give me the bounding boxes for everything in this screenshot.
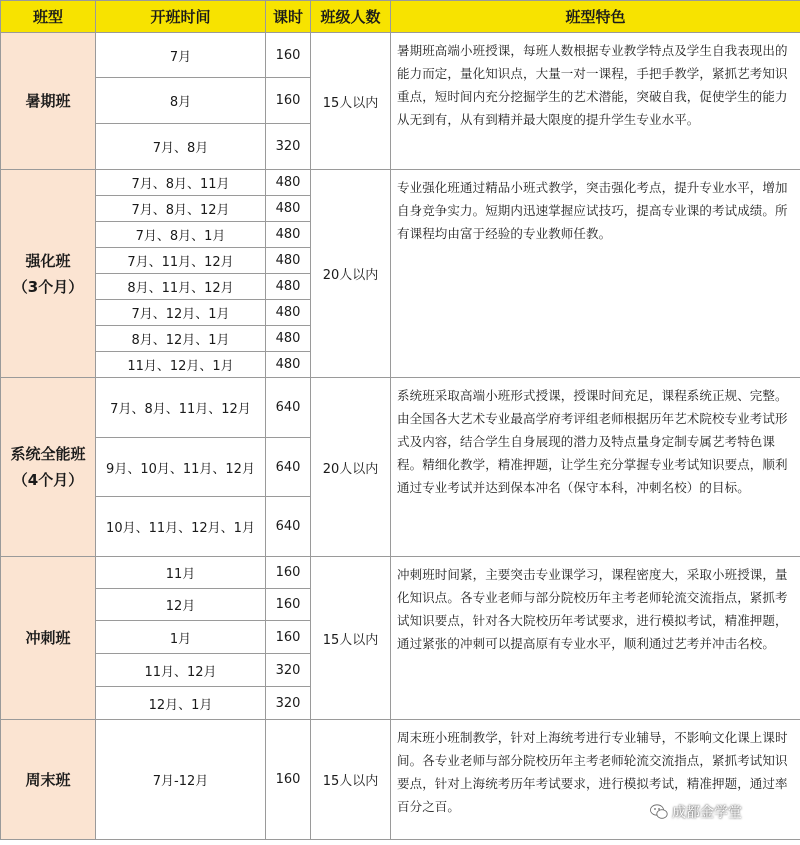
class-type-cell: [1, 720, 96, 840]
start-time-cell: 11月: [96, 557, 266, 589]
start-time-cell: 7月-12月: [96, 720, 266, 840]
class-feature-cell: 周末班小班制教学，针对上海统考进行专业辅导，不影响文化课上课时间。各专业老师与部分院校历年主考老师轮流交流指点，紧抓考试知识要点，针对上海统考历年考试要求，进行模拟考试，精准押题，通过率百分之百。: [391, 720, 800, 840]
start-time-cell: 8月、12月、1月: [96, 326, 266, 352]
hours-cell: 160: [266, 621, 311, 654]
class-type-duration: （4个月）: [12, 471, 84, 489]
class-feature-cell: 系统班采取高端小班形式授课，授课时间充足，课程系统正规、完整。由全国各大艺术专业最高学府考评组老师根据历年艺术院校专业考试形式及内容，结合学生自身展现的潜力及特点量身定制专属艺考特色课程。精细化教学，精准押题，让学生充分掌握专业考试知识要点，顺利通过专业考试并达到保本冲名（保守本科，冲刺名校）的目标。: [391, 378, 800, 557]
hours-cell: 160: [266, 78, 311, 124]
class-type-cell: [1, 378, 96, 557]
start-time-cell: 9月、10月、11月、12月: [96, 438, 266, 497]
class-type-duration: （3个月）: [12, 277, 84, 296]
header-size: 班级人数: [311, 1, 391, 33]
class-size-cell: 15人以内: [311, 720, 391, 840]
start-time-cell: 1月: [96, 621, 266, 654]
class-type-name: 系统全能班: [10, 445, 86, 463]
hours-cell: 480: [266, 326, 311, 352]
class-type-name: 周末班: [25, 770, 71, 789]
start-time-cell: 7月: [96, 33, 266, 78]
hours-cell: 480: [266, 300, 311, 326]
hours-cell: 640: [266, 378, 311, 438]
table-row: [1, 557, 800, 589]
header-feature: 班型特色: [391, 1, 800, 33]
class-type-cell: [1, 170, 96, 378]
header-time: 开班时间: [96, 1, 266, 33]
class-type-cell: [1, 557, 96, 720]
class-type-name: 强化班: [25, 251, 71, 270]
start-time-cell: 7月、8月: [96, 124, 266, 170]
class-size-cell: 15人以内: [311, 33, 391, 170]
hours-cell: 640: [266, 497, 311, 557]
class-feature-cell: 专业强化班通过精品小班式教学，突击强化考点，提升专业水平，增加自身竞争实力。短期内迅速掌握应试技巧，提高专业课的考试成绩。所有课程均由富于经验的专业教师任教。: [391, 170, 800, 378]
hours-cell: 480: [266, 196, 311, 222]
table-row: [1, 170, 800, 196]
header-hours: 课时: [266, 1, 311, 33]
hours-cell: 320: [266, 654, 311, 687]
table-row: [1, 33, 800, 78]
class-type-cell: [1, 33, 96, 170]
start-time-cell: 8月、11月、12月: [96, 274, 266, 300]
start-time-cell: 11月、12月、1月: [96, 352, 266, 378]
hours-cell: 480: [266, 248, 311, 274]
class-size-cell: 20人以内: [311, 170, 391, 378]
hours-cell: 480: [266, 352, 311, 378]
hours-cell: 320: [266, 124, 311, 170]
start-time-cell: 10月、11月、12月、1月: [96, 497, 266, 557]
hours-cell: 320: [266, 687, 311, 720]
start-time-cell: 7月、8月、11月、12月: [96, 378, 266, 438]
hours-cell: 160: [266, 720, 311, 840]
start-time-cell: 7月、8月、11月: [96, 170, 266, 196]
class-type-name: 暑期班: [25, 92, 71, 110]
hours-cell: 640: [266, 438, 311, 497]
start-time-cell: 11月、12月: [96, 654, 266, 687]
watermark-text: 成都金学堂: [672, 805, 742, 821]
hours-cell: 160: [266, 33, 311, 78]
class-type-name: 冲刺班: [25, 629, 71, 647]
start-time-cell: 12月: [96, 589, 266, 621]
start-time-cell: 7月、8月、1月: [96, 222, 266, 248]
watermark: [650, 800, 800, 824]
start-time-cell: 7月、8月、12月: [96, 196, 266, 222]
header-row: [1, 1, 800, 33]
hours-cell: 480: [266, 170, 311, 196]
class-feature-cell: 冲刺班时间紧，主要突击专业课学习，课程密度大，采取小班授课，量化知识点。各专业老师与部分院校历年主考老师轮流交流指点，紧抓考试知识要点，针对各大院校历年考试要求，进行模拟考试，精准押题，通过紧张的冲刺可以提高原有专业水平，顺利通过艺考并冲击名校。: [391, 557, 800, 720]
wechat-icon: [650, 804, 668, 820]
table-body: [1, 33, 800, 840]
hours-cell: 160: [266, 557, 311, 589]
class-size-cell: 15人以内: [311, 557, 391, 720]
class-feature-cell: 暑期班高端小班授课，每班人数根据专业教学特点及学生自我表现出的能力而定，量化知识点，大量一对一课程，手把手教学，紧抓艺考知识重点，短时间内充分挖掘学生的艺术潜能，突破自我，促使学生的能力从无到有，从有到精并最大限度的提升学生专业水平。: [391, 33, 800, 170]
table-row: [1, 378, 800, 438]
header-type: 班型: [1, 1, 96, 33]
start-time-cell: 8月: [96, 78, 266, 124]
hours-cell: 160: [266, 589, 311, 621]
start-time-cell: 7月、11月、12月: [96, 248, 266, 274]
hours-cell: 480: [266, 222, 311, 248]
start-time-cell: 12月、1月: [96, 687, 266, 720]
start-time-cell: 7月、12月、1月: [96, 300, 266, 326]
class-size-cell: 20人以内: [311, 378, 391, 557]
hours-cell: 480: [266, 274, 311, 300]
